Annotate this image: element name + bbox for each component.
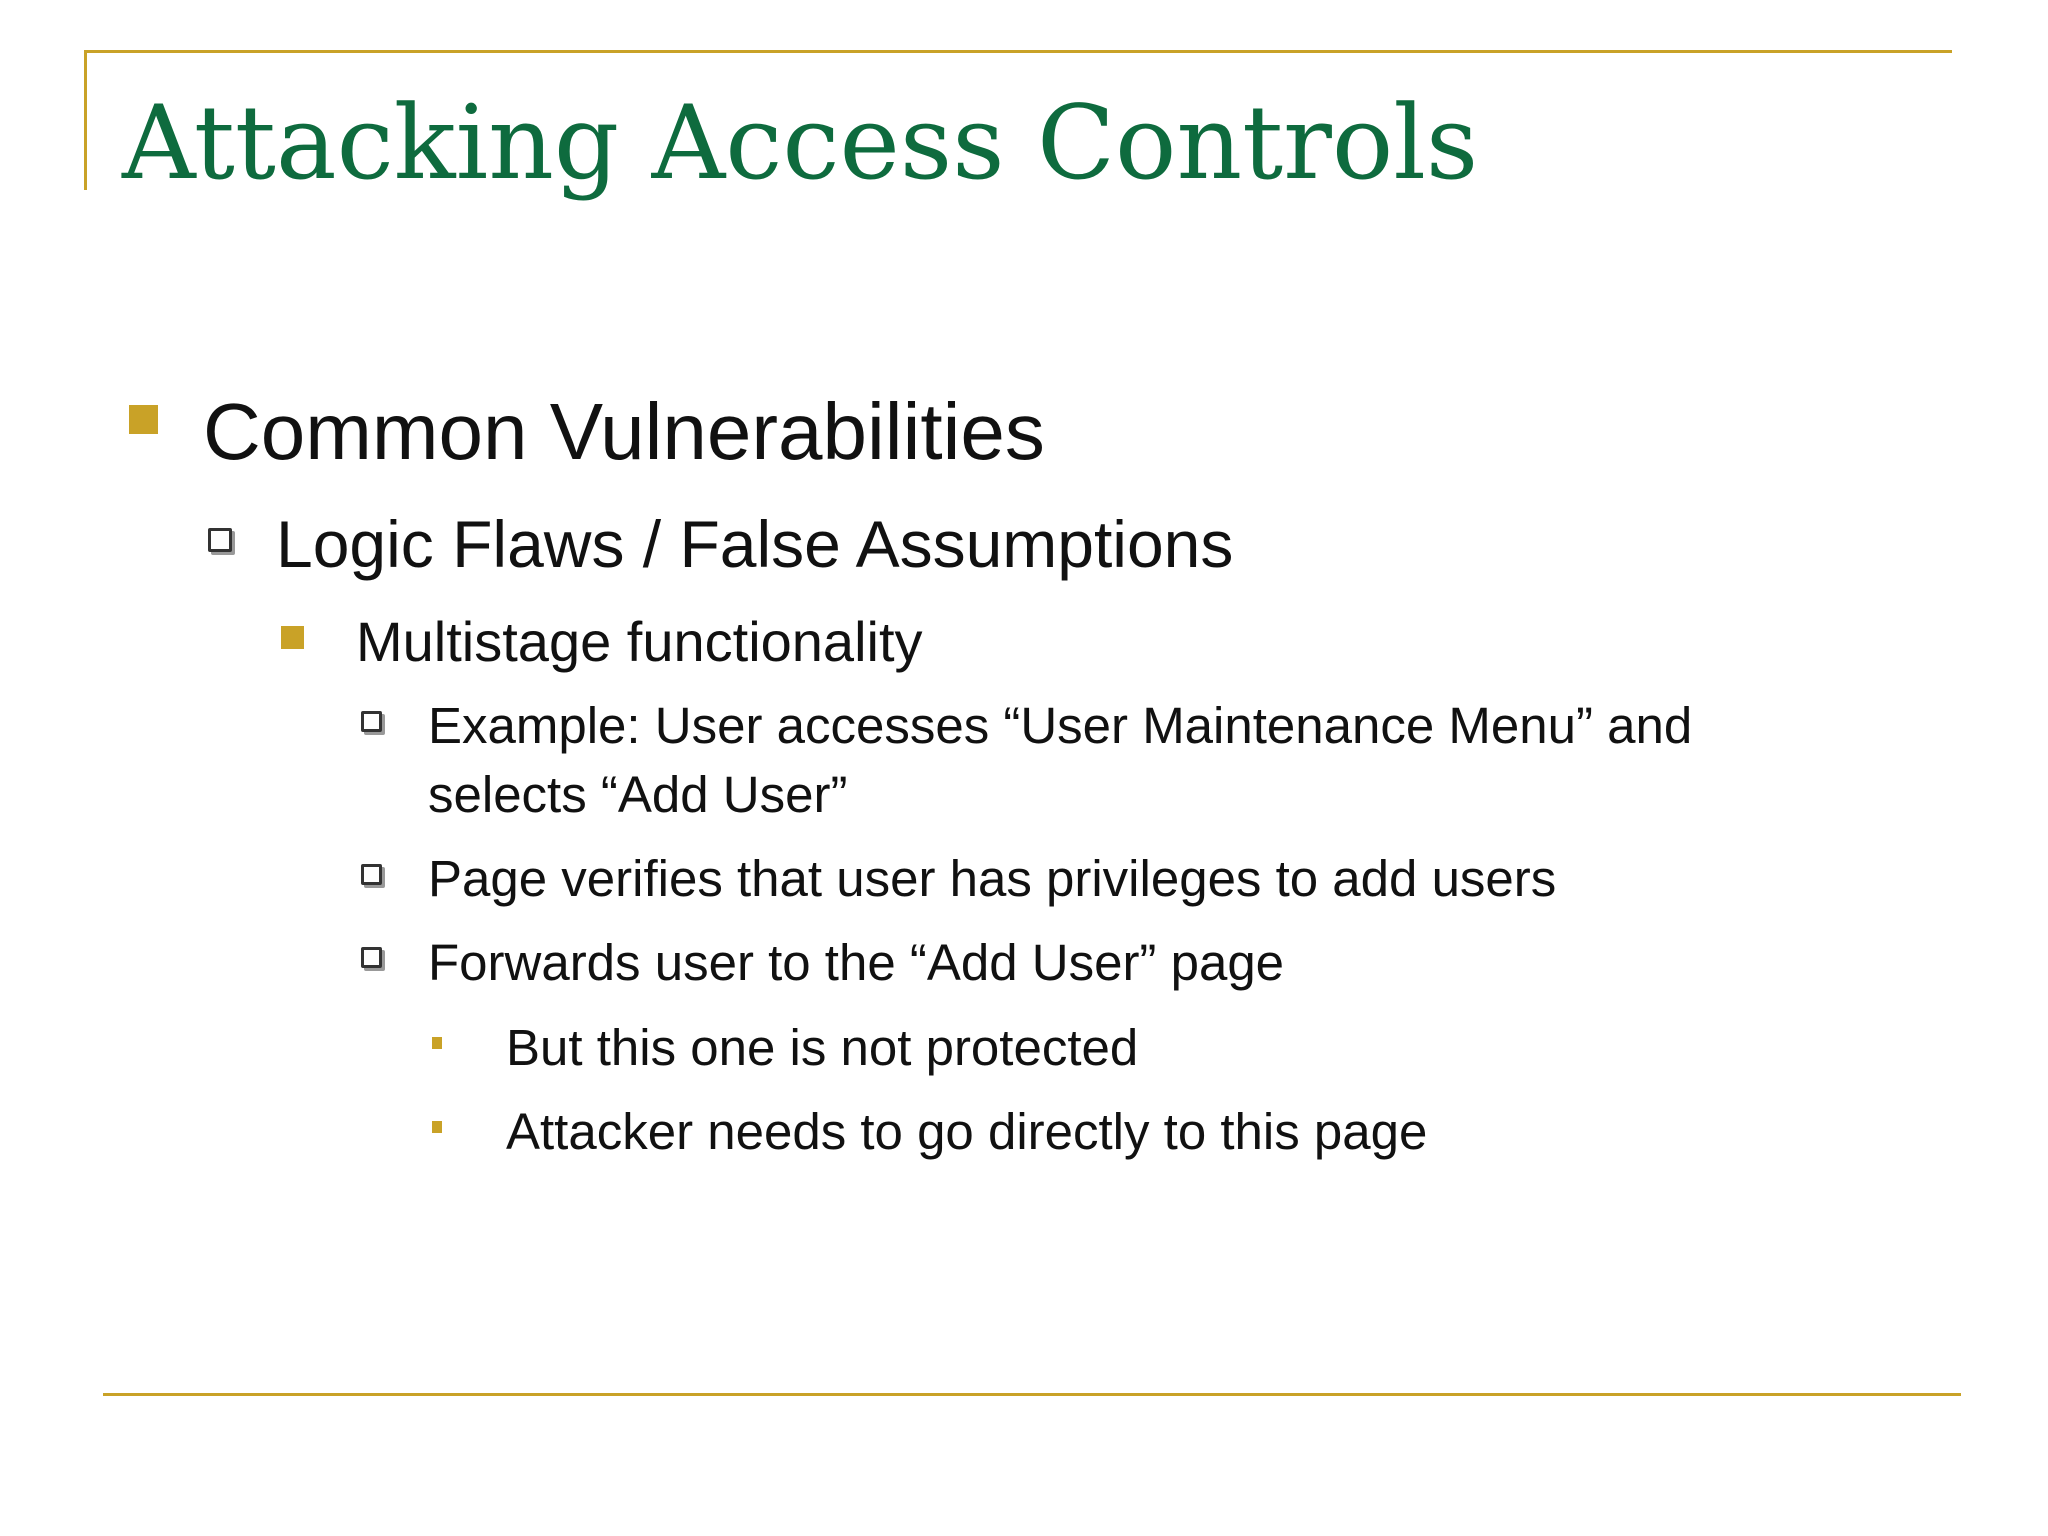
bullet-hollow-square-icon <box>361 864 382 885</box>
bullet-example-line-2: selects “Add User” <box>428 765 848 823</box>
footer-rule <box>103 1393 1961 1396</box>
bullet-attacker-needs: Attacker needs to go directly to this page <box>506 1103 1428 1160</box>
bullet-hollow-square-icon <box>361 947 382 968</box>
title-frame-left-rule <box>84 50 87 190</box>
bullet-multistage-functionality: Multistage functionality <box>356 610 923 673</box>
bullet-square-icon <box>281 626 304 649</box>
bullet-common-vulnerabilities: Common Vulnerabilities <box>203 387 1045 476</box>
bullet-small-square-icon <box>432 1121 442 1133</box>
bullet-page-verifies: Page verifies that user has privileges to add users <box>428 850 1557 907</box>
title-frame-top-rule <box>84 50 1952 53</box>
bullet-logic-flaws: Logic Flaws / False Assumptions <box>276 507 1234 581</box>
bullet-example <box>428 692 1692 830</box>
bullet-forwards-user: Forwards user to the “Add User” page <box>428 934 1285 991</box>
bullet-example-line-1: Example: User accesses “User Maintenance Menu” and <box>428 697 1693 754</box>
bullet-small-square-icon <box>432 1037 442 1049</box>
bullet-square-icon <box>129 405 158 434</box>
slide-title: Attacking Access Controls <box>122 84 1479 203</box>
bullet-hollow-square-icon <box>208 528 232 552</box>
bullet-not-protected: But this one is not protected <box>506 1019 1139 1076</box>
bullet-hollow-square-icon <box>361 711 382 732</box>
